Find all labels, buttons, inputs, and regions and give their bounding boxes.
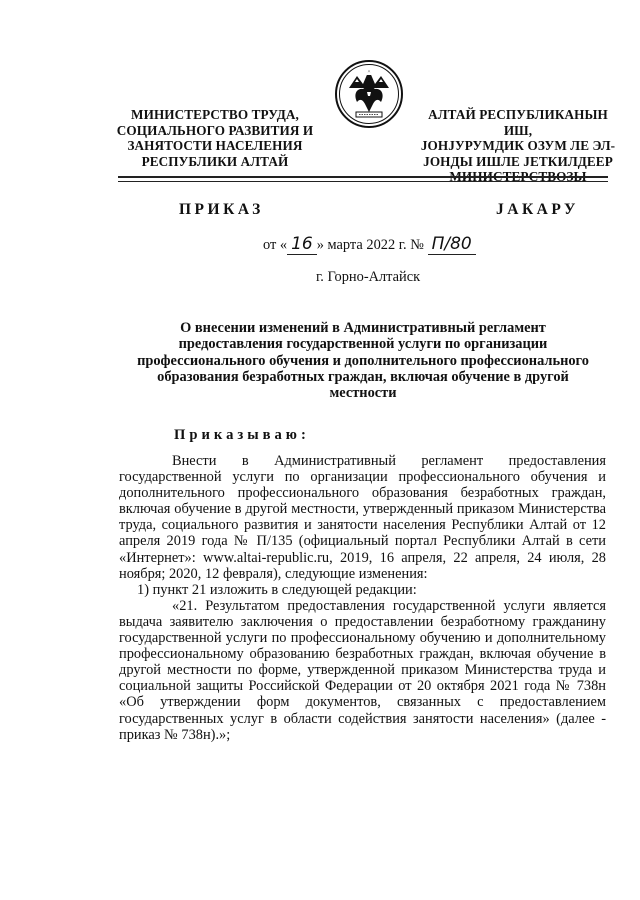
ministry-name-line: ЗАНЯТОСТИ НАСЕЛЕНИЯ: [127, 138, 303, 153]
body-paragraph: Внести в Административный регламент предоставления государственной услуги по организации профессионального обучения и дополнительного профессионального образования безработных граждан, включая обучение в другой местности, утвержденный приказом Министерства труда, социального развития и занятости населения Республики Алтай от 12 апреля 2019 года № П/135 (официальный портал Республики Алтай в сети «Интернет»: www.altai-republic.ru, 2019, 16 апреля, 22 апреля, 24 июля, 28 ноября; 2020, 12 февраля), следующие изменения:: [119, 453, 606, 582]
header-rule-thin: [118, 181, 608, 182]
date-middle: » марта 2022 г. №: [316, 237, 424, 253]
subject-line: местности: [329, 385, 397, 402]
handwritten-order-number: П/80: [428, 234, 476, 255]
header-rule-thick: [118, 176, 608, 178]
subject-line: образования безработных граждан, включая обучение в другой: [157, 368, 569, 385]
order-body: [119, 453, 606, 743]
body-paragraph: «21. Результатом предоставления государственной услуги является выдача заявителю заключения о предоставлении безработному гражданину государственной услуги по профессиональному обучению и дополнительному профессиональному образованию безработных граждан, включая обучение в другой местности по форме, утвержденной приказом Министерства труда и социальной защиты Российской Федерации от 20 октября 2021 года № 738н «Об утверждении форм документов, связанных с предоставлением государственных услуг в области содействия занятости населения» (далее - приказ № 738н).»;: [119, 597, 606, 743]
ministry-name-altai: [418, 107, 618, 185]
ministry-name-line: ЈОНЈУРУМДИК ОЗУМ ЛЕ ЭЛ-: [420, 138, 616, 153]
city-name: г. Горно-Алтайск: [316, 269, 421, 285]
handwritten-day: 16: [287, 234, 317, 255]
ministry-name-line: ЈОНДЫ ИШЛЕ ЈЕТКИЛДЕЕР: [423, 153, 613, 169]
body-paragraph: 1) пункт 21 изложить в следующей редакции:: [137, 581, 417, 598]
date-prefix: от «: [263, 237, 288, 253]
ministry-name-line: РЕСПУБЛИКИ АЛТАЙ: [141, 153, 289, 169]
subject-line: О внесении изменений в Административный регламент: [180, 320, 546, 336]
coat-of-arms-emblem: [333, 58, 405, 130]
order-subject: [120, 320, 606, 401]
prikazyvayu-heading: Приказываю:: [174, 427, 310, 443]
subject-line: предоставления государственной услуги по организации: [178, 336, 548, 353]
order-title-russian: ПРИКАЗ: [179, 201, 264, 218]
ministry-name-line: СОЦИАЛЬНОГО РАЗВИТИЯ И: [116, 122, 314, 138]
ministry-name-line: МИНИСТЕРСТВОЗЫ: [449, 169, 587, 184]
ministry-name-line: МИНИСТЕРСТВО ТРУДА,: [131, 107, 299, 122]
order-date-line: [263, 234, 476, 254]
subject-line: профессионального обучения и дополнительного профессионального: [137, 352, 589, 369]
ministry-name-line: АЛТАЙ РЕСПУБЛИКАНЫН ИШ,: [428, 107, 608, 138]
ministry-name-russian: [110, 107, 320, 169]
order-title-altai: ЈАКАРУ: [496, 201, 579, 218]
